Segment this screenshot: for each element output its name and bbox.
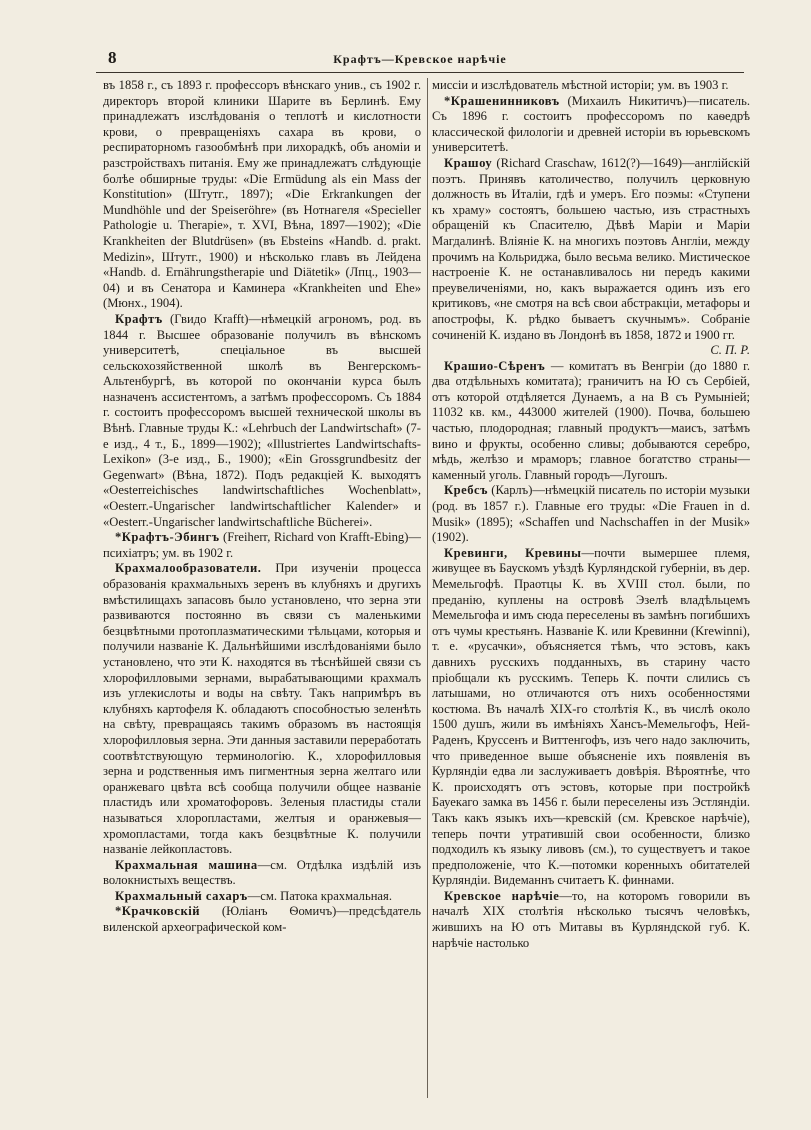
entry-headword: Крашио-Сѣренъ [444,358,546,373]
entry-krevskoe-narechie [432,889,750,951]
entry-krasheninnikov [432,94,750,156]
author-signature: С. П. Р. [710,343,750,358]
entry-headword: Крахмальный сахаръ [115,888,248,903]
entry-crashaw [432,156,750,359]
header-rule [96,72,744,73]
entry-text: (Михаилъ Никитичъ)—писатель. Съ 1896 г. состоитъ профессоромъ по каѳедрѣ классической филологіи и древней исторіи въ юрьевскомъ университетѣ. [432,93,750,155]
entry-krafft-ebing [103,530,421,561]
page-number: 8 [108,48,117,67]
entry-text: — комитатъ въ Венгріи (до 1880 г. два отдѣльныхъ комитата); граничитъ на Ю съ Сербіей, отъ которой отдѣляется Дунаемъ, а на В съ Румыніей; 11032 кв. км., 443000 жителей (1900). Почва, большею частью, плодородная; главный продуктъ—маисъ, затѣмъ вино и фрукты, особенно сливы; добываются серебро, мѣдь, желѣзо и мраморъ; главное богатство страны—каменный уголь. Главный городъ—Лугошъ. [432,358,750,482]
entry-text: —см. Патока крахмальная. [247,888,392,903]
entry-text: (Карлъ)—нѣмецкій писатель по исторіи музыки (род. въ 1857 г.). Главные его труды: «Die Frauen in d. Musik» (1895); «Schaffen und Nachschaffen in der Musik» (1902). [432,483,750,545]
entry-text: (Гвидо Krafft)—нѣмецкій агрономъ, род. въ 1844 г. Высшее образованіе получилъ въ вѣнскомъ университетѣ, спеціальное въ высшей сельскохозяйственной школѣ въ Венгерскомъ-Альтенбургѣ, въ которой по окончаніи курса былъ назначенъ ассистентомъ, а затѣмъ профессоромъ. Съ 1884 г. состоитъ профессоромъ высшей технической школы въ Вѣнѣ. Главные труды К.: «Lehrbuch der Landwirtschaft» (7-е изд., 4 т., Б., 1899—1902); «Illustriertes Landwirtschafts-Lexikon» (3-е изд., Б., 1900); «Ein Grossgrundbesitz der Gegenwart» (Вѣна, 1872). Подъ редакціей К. выходятъ «Oesterreichisches landwirtschaftliches Wochenblatt», «Oesterr.-Ungarischer landwirtschaftlicher Kalender» и «Oesterr.-Ungarischer landwirtschaftliche Bücherei». [103,311,421,529]
entry-text: —см. Отдѣлка издѣлій изъ волокнистыхъ веществъ. [103,857,421,888]
entry-krasso-szoreny [432,359,750,484]
entry-krewinge [432,546,750,889]
entry-continuation [103,78,421,312]
entry-text: —почти вымершее племя, живущее въ Баускомъ уѣздѣ Курляндской губерніи, въ дер. Мемельгофѣ. Праотцы К. въ XVIII стол. были, по преданію, куплены на островѣ Эзелѣ владѣльцемъ Мемельгофа и имъ сюда переселены въ замѣнъ погибшихъ отъ чумы крестьянъ. Названіе К. или Кревинни (Krewinni), т. е. «русачки», объясняется тѣмъ, что эстовъ, какъ давнихъ русскихъ подданныхъ, въ старину часто пріобщали къ русскимъ. Теперь К. почти слились съ латышами, но отличаются отъ нихъ особенностями костюма. Въ началѣ XIX-го столѣтія К., въ числѣ около 1500 душъ, жили въ имѣніяхъ Хансъ-Мемельгофъ, Ней-Раденъ, Круссенъ и Виттенгофъ, изъ чего надо заключить, что приведенное выше объясненіе ихъ появленія въ Курляндіи едва ли заслуживаетъ довѣрія. Вѣроятнѣе, что К. происходятъ отъ эстовъ, которые при постройкѣ Бауекаго замка въ 1456 г. были переселены изъ Эстляндіи. Такъ какъ языкъ ихъ—кревскій (см. Кревское нарѣчіе), теперь почти утратившій свои особенности, близко подходилъ къ языку ливовъ (см.), то существуетъ и такое предположеніе, что К.—потомки коренныхъ обитателей Курляндіи. Видеманнъ считаетъ К. финнами. [432,545,750,888]
entry-text: (Freiherr, Richard von Krafft-Ebing)—психіатръ; ум. въ 1902 г. [103,530,421,560]
entry-text: въ 1858 г., съ 1893 г. профессоръ вѣнскаго унив., съ 1902 г. директоръ второй клиники Шарите въ Берлинѣ. Ему принадлежатъ изслѣдованія о теплотѣ и кислотности крови, о превращеніяхъ сахара въ крови, о респираторномъ газообмѣнѣ при лихорадкѣ, объ аноміи и разстройствахъ питанія. Ему же принадлежатъ слѣдующіе болѣе обширные труды: «Die Ermüdung als ein Mass der Konstitution» (Штутг., 1897); «Die Erkrankungen der Mundhöhle und der Speiseröhre» (въ Нотнагеля «Specieller Pathologie u. Therapie», т. XVI, Вѣна, 1897—1902); «Die Krankheiten der Blutdrüsen» (въ Ebsteins «Handb. d. prakt. Medizin», Штутг., 1900) и нѣсколько главъ въ Лейдена «Handb. d. Ernährungstherapie und Diätetik» (Лпц., 1903—04) и въ Сенатора и Каминера «Krankheiten und Ehe» (Мюнх., 1904). [103,78,421,311]
entry-headword: *Крачковскій [115,904,200,919]
entry-headword: *Крашенинниковъ [444,93,560,108]
entry-text: (Юліанъ Ѳомичъ)—предсѣдатель виленской археографической ком- [103,904,421,935]
entry-krakhmalnaya-mashina [103,858,421,889]
entry-krakhmalny-sakhar [103,889,421,905]
entry-text: При изученіи процесса образованія крахмальныхъ зеренъ въ клубняхъ и другихъ вмѣстилищахъ запасовъ было установлено, что зерна эти развиваются постоянно въ связи съ маленькими безцвѣтными протоплазматическими тѣльцами, которыя и получили названіе К. Дальнѣйшими изслѣдованіями было установлено, что эти К. находятся въ тѣснѣйшей связи съ хлорофилловыми зернами, вырабатывающими крахмалъ изъ углекислоты и воды на свѣту. Такъ напримѣръ въ клубняхъ картофеля К. обладаютъ способностью зеленѣть на свѣту, превращаясь такимъ образомъ въ настоящія хлорофилловыя зерна. Эти данныя заставили переработать соотвѣтствующую терминологію. К., хлорофилловыя зерна и родственныя имъ пигментныя зерна желтаго или оранжеваго цвѣта всѣ сообща получили общее названіе пластидъ или хроматофоровъ. Зеленыя пластиды стали называться хлоропластами, желтыя и оранжевыя—хромопластами, тогда какъ безцвѣтные К. получили названіе лейкопластовъ. [103,561,421,857]
column-divider [427,78,428,1098]
right-column [432,78,750,1098]
entry-continuation [432,78,750,94]
entry-headword: Кревинги, Кревины [444,545,582,560]
entry-text: (Richard Craschaw, 1612(?)—1649)—англійскій поэтъ. Принявъ католичество, получилъ церковную должность въ Италіи, гдѣ и умеръ. Его поэмы: «Ступени къ храму» состоятъ, большею частью, изъ страстныхъ обращеній къ Спасителю, Дѣвѣ Маріи и Маріи Магдалинѣ. Вліяніе К. на многихъ поэтовъ Англіи, между прочимъ на Кольриджа, было весьма велико. Мистическое настроеніе К. не останавливалось ни передъ какими преувеличеніями, но, какъ выражается одинъ изъ его критиковъ, «не смотря на всѣ свои абстракціи, метафоры и апострофы, К. рѣдко бываетъ скучнымъ». Собраніе сочиненій К. издано въ Лондонѣ въ 1858, 1872 и 1900 гг. [432,155,750,342]
entry-headword: Крашоу [444,155,493,170]
entry-krachkovsky [103,904,421,935]
entry-headword: Крафтъ [115,311,163,326]
entry-headword: Крахмалообразователи. [115,561,262,576]
entry-krakhmaloobrazovateli [103,561,421,857]
entry-krebs [432,483,750,545]
running-title: Крафтъ—Кревское нарѣчіе [333,52,507,66]
entry-text: —то, на которомъ говорили въ началѣ XIX столѣтія нѣсколько тысячъ человѣкъ, жившихъ на Ю отъ Митавы въ Курляндской губ. К. нарѣчіе настолько [432,888,750,950]
entry-headword: Кребсъ [444,483,488,498]
entry-headword: *Крафтъ-Эбингъ [115,530,220,545]
entry-text: миссіи и изслѣдователь мѣстной исторіи; ум. въ 1903 г. [432,78,729,92]
entry-headword: Крахмальная машина [115,857,258,872]
entry-kraft [103,312,421,530]
entry-headword: Кревское нарѣчіе [444,888,560,903]
left-column [103,78,421,1098]
